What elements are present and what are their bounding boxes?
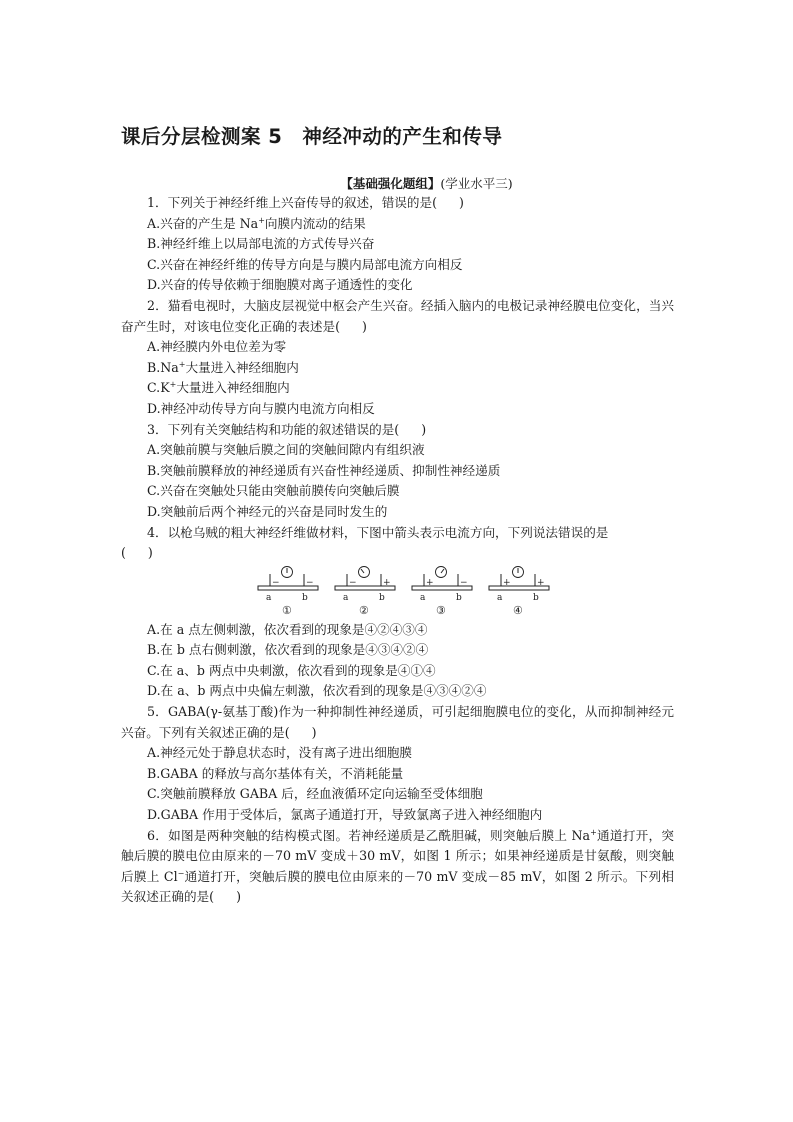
- text-segment: C.在 a、b 两点中央刺激，依次看到的现象是④①④: [147, 662, 436, 678]
- text-segment: ): [311, 724, 317, 740]
- text-segment: D.神经冲动传导方向与膜内电流方向相反: [147, 400, 375, 416]
- point-b-label: b: [302, 592, 308, 603]
- question-2-option-c[interactable]: [121, 378, 674, 399]
- text-segment: A.在 a 点左侧刺激，依次看到的现象是④②④③④: [147, 621, 428, 637]
- section-heading-level: (学业水平三): [440, 176, 513, 191]
- charge-sign-a: +: [426, 577, 434, 588]
- text-segment: D.在 a、b 两点中央偏左刺激，依次看到的现象是④③④②④: [147, 683, 487, 699]
- text-segment: B.Na: [147, 359, 179, 375]
- question-2-option-d[interactable]: [121, 399, 674, 420]
- panel-label: ②: [359, 603, 369, 617]
- panel-label: ①: [282, 603, 292, 617]
- text-segment: +: [590, 827, 597, 837]
- question-1-option-d[interactable]: [121, 275, 674, 296]
- charge-sign-b: −: [460, 577, 468, 588]
- page-title: 课后分层检测案 5 神经冲动的产生和传导: [121, 125, 503, 148]
- galvanometer-icon: [359, 566, 370, 577]
- text-segment: −: [177, 868, 185, 878]
- text-segment: C.兴奋在突触处只能由突触前膜传向突触后膜: [147, 483, 400, 499]
- text-segment: 通道打开，突触后膜的膜电位由原来的－70 mV 变成＋30 mV，如图 1 所示；如果神经递质是甘氨酸，则突触后膜上 Cl: [121, 827, 675, 884]
- question-5-option-a[interactable]: [121, 743, 674, 764]
- text-segment: ): [421, 421, 427, 437]
- question-3-option-a[interactable]: [121, 440, 674, 461]
- charge-sign-b: −: [306, 577, 314, 588]
- question-3-option-c[interactable]: [121, 481, 674, 502]
- text-segment: 1．下列关于神经纤维上兴奋传导的叙述，错误的是(: [147, 195, 437, 210]
- question-4-figure: [121, 564, 674, 620]
- question-5-option-d[interactable]: [121, 805, 674, 826]
- question-2-option-a[interactable]: [121, 337, 674, 358]
- question-4-option-c[interactable]: [121, 661, 674, 682]
- text-segment: B.GABA 的释放与高尔基体有关，不消耗能量: [147, 765, 404, 781]
- text-segment: 2．猫看电视时，大脑皮层视觉中枢会产生兴奋。经插入脑内的电极记录神经膜电位变化，当兴奋产生时，对该电位变化正确的表述是(: [121, 297, 674, 334]
- text-segment: +: [169, 380, 177, 390]
- charge-sign-b: +: [537, 577, 545, 588]
- diagram-panel: [335, 566, 395, 617]
- text-segment: D.GABA 作用于受体后，氯离子通道打开，导致氯离子进入神经细胞内: [147, 807, 543, 823]
- text-segment: A.神经膜内外电位差为零: [147, 339, 287, 355]
- question-3-stem: [121, 420, 674, 441]
- text-segment: 6．如图是两种突触的结构模式图。若神经递质是乙酰胆碱，则突触后膜上 Na: [147, 827, 591, 843]
- text-segment: C.兴奋在神经纤维的传导方向是与膜内局部电流方向相反: [147, 256, 463, 272]
- question-1-option-a[interactable]: [121, 214, 674, 235]
- question-4-stem-bracket: [121, 543, 674, 564]
- charge-sign-a: −: [349, 577, 357, 588]
- question-3-option-b[interactable]: [121, 461, 674, 482]
- text-segment: D.突触前后两个神经元的兴奋是同时发生的: [147, 503, 388, 519]
- text-segment: 大量进入神经细胞内: [176, 380, 290, 396]
- point-b-label: b: [533, 592, 539, 603]
- question-1-stem: [121, 193, 674, 214]
- text-segment: (: [121, 545, 126, 561]
- charge-sign-a: −: [272, 577, 280, 588]
- text-segment: 大量进入神经细胞内: [185, 359, 299, 375]
- charge-sign-a: +: [503, 577, 511, 588]
- text-segment: 向膜内流动的结果: [264, 215, 366, 231]
- section-heading: [0, 174, 793, 192]
- text-segment: A.神经元处于静息状态时，没有离子进出细胞膜: [147, 745, 412, 761]
- point-a-label: a: [497, 592, 503, 603]
- text-segment: ): [236, 889, 241, 905]
- text-segment: +: [178, 359, 186, 369]
- text-segment: ): [459, 195, 464, 210]
- galvanometer-needle: [441, 569, 444, 573]
- question-4-option-d[interactable]: [121, 681, 674, 702]
- text-segment: B.在 b 点右侧刺激，依次看到的现象是④③④②④: [147, 642, 429, 658]
- text-segment: C.突触前膜释放 GABA 后，经血液循环定向运输至受体细胞: [147, 786, 483, 802]
- charge-sign-b: +: [383, 577, 391, 588]
- text-segment: A.突触前膜与突触后膜之间的突触间隙内有组织液: [147, 442, 425, 458]
- point-b-label: b: [456, 592, 462, 603]
- point-b-label: b: [379, 592, 385, 603]
- text-segment: 4．以枪乌贼的粗大神经纤维做材料，下图中箭头表示电流方向，下列说法错误的是: [147, 524, 609, 540]
- galvanometer-diagram: [254, 564, 554, 620]
- galvanometer-icon: [436, 566, 447, 577]
- diagram-panel: [258, 566, 318, 617]
- point-a-label: a: [266, 592, 272, 603]
- question-2-option-b[interactable]: [121, 358, 674, 379]
- text-segment: 通道打开，突触后膜的膜电位由原来的－70 mV 变成－85 mV，如图 2 所示。下列相关叙述正确的是(: [121, 868, 674, 905]
- question-4-stem: [121, 523, 674, 544]
- text-segment: +: [258, 215, 265, 225]
- question-5-stem: [121, 702, 674, 743]
- galvanometer-needle: [361, 569, 364, 573]
- text-segment: ): [362, 318, 367, 334]
- point-a-label: a: [420, 592, 426, 603]
- text-segment: ): [147, 545, 153, 561]
- panel-label: ④: [513, 603, 523, 617]
- question-4-option-a[interactable]: [121, 620, 674, 641]
- question-1-option-c[interactable]: [121, 255, 674, 276]
- panel-label: ③: [436, 603, 446, 617]
- question-6-stem: [121, 826, 674, 908]
- text-segment: 3．下列有关突触结构和功能的叙述错误的是(: [147, 421, 400, 437]
- question-5-option-c[interactable]: [121, 784, 674, 805]
- text-segment: B.神经纤维上以局部电流的方式传导兴奋: [147, 236, 375, 252]
- diagram-panel: [489, 566, 549, 617]
- point-a-label: a: [343, 592, 349, 603]
- section-heading-title: 【基础强化题组】: [340, 176, 441, 191]
- question-list: [121, 193, 674, 908]
- text-segment: D.兴奋的传导依赖于细胞膜对离子通透性的变化: [147, 277, 413, 293]
- text-segment: C.K: [147, 380, 170, 396]
- question-3-option-d[interactable]: [121, 502, 674, 523]
- text-segment: 5．GABA(γ-氨基丁酸)作为一种抑制性神经递质，可引起细胞膜电位的变化，从而抑制神经元兴奋。下列有关叙述正确的是(: [121, 704, 674, 740]
- question-5-option-b[interactable]: [121, 764, 674, 785]
- question-2-stem: [121, 296, 674, 337]
- diagram-panel: [412, 566, 472, 617]
- question-1-option-b[interactable]: [121, 234, 674, 255]
- text-segment: B.突触前膜释放的神经递质有兴奋性神经递质、抑制性神经递质: [147, 462, 501, 478]
- question-4-option-b[interactable]: [121, 640, 674, 661]
- text-segment: A.兴奋的产生是 Na: [147, 215, 259, 231]
